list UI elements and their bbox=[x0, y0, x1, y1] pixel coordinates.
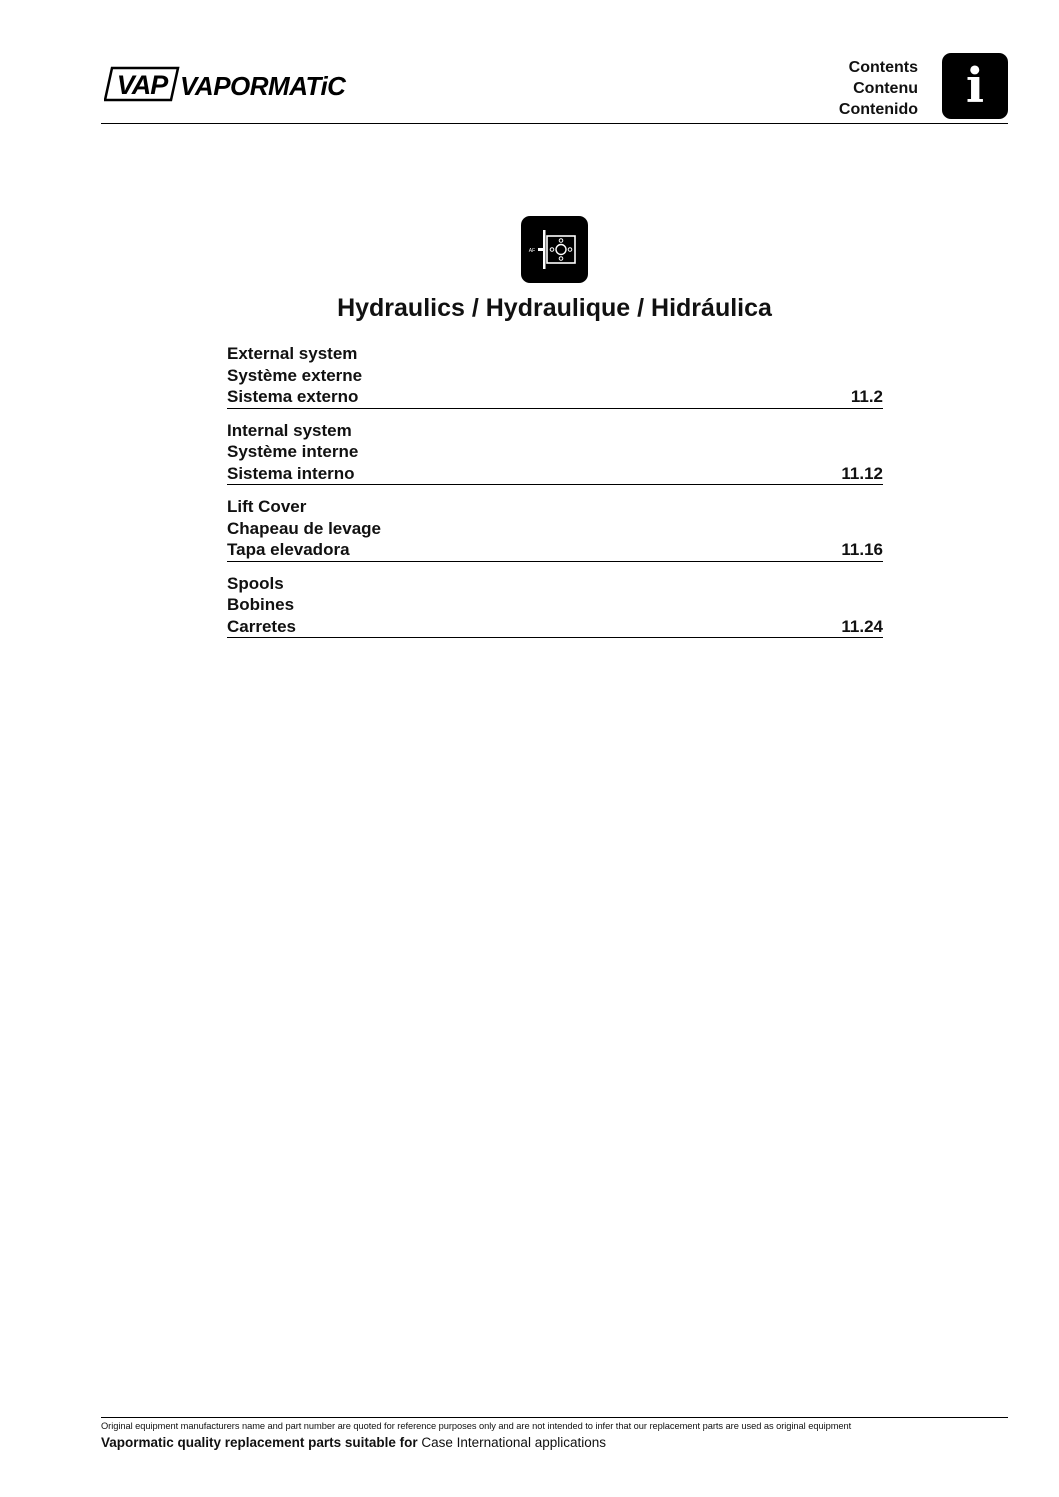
svg-text:AF: AF bbox=[528, 248, 536, 254]
toc-entry-fr: Chapeau de levage bbox=[227, 518, 382, 538]
header-title-es: Contenido bbox=[838, 101, 918, 118]
header-title-fr: Contenu bbox=[853, 80, 918, 97]
header-divider bbox=[101, 123, 1008, 124]
toc-entry-en: Lift Cover bbox=[227, 497, 307, 516]
toc-page-number: 11.16 bbox=[841, 540, 883, 559]
toc-entry-en: Internal system bbox=[227, 420, 352, 440]
toc-entry[interactable] bbox=[227, 342, 883, 409]
vapormatic-logo bbox=[104, 66, 374, 104]
toc-page-number: 11.12 bbox=[841, 463, 883, 483]
toc-entry[interactable] bbox=[227, 572, 883, 639]
toc-entry-fr: Système interne bbox=[227, 442, 359, 461]
toc-entry-es: Tapa elevadora bbox=[227, 540, 350, 559]
toc-entry[interactable] bbox=[227, 495, 883, 562]
info-icon: i bbox=[942, 53, 1008, 119]
footer-application-name: Case International applications bbox=[421, 1435, 606, 1450]
toc-entry-es: Sistema externo bbox=[227, 387, 359, 406]
footer-suitable-label: Vapormatic quality replacement parts suitable for bbox=[101, 1435, 418, 1450]
svg-text:VAPORMATiC: VAPORMATiC bbox=[180, 71, 346, 101]
footer-divider bbox=[101, 1417, 1008, 1418]
toc-entry-en: External system bbox=[227, 344, 358, 363]
toc-entry-fr: Système externe bbox=[227, 365, 363, 385]
footer-application bbox=[101, 1434, 606, 1451]
svg-text:VAP: VAP bbox=[116, 70, 168, 100]
toc-entry-es: Carretes bbox=[227, 616, 296, 636]
header-title-en: Contents bbox=[848, 59, 918, 76]
toc-page-number: 11.24 bbox=[841, 616, 883, 636]
toc-entry-fr: Bobines bbox=[227, 595, 295, 614]
table-of-contents bbox=[227, 342, 883, 648]
section-title: Hydraulics / Hydraulique / Hidráulica bbox=[337, 294, 772, 322]
toc-page-number: 11.2 bbox=[850, 387, 883, 406]
toc-entry-es: Sistema interno bbox=[227, 463, 355, 483]
footer-disclaimer: Original equipment manufacturers name and part number are quoted for reference purposes only and are not intended to infer that our replacement parts are used as original equipment bbox=[101, 1421, 852, 1431]
hydraulic-pump-icon bbox=[521, 216, 588, 283]
toc-entry[interactable] bbox=[227, 419, 883, 486]
header-titles bbox=[839, 57, 918, 120]
toc-entry-en: Spools bbox=[227, 573, 284, 593]
